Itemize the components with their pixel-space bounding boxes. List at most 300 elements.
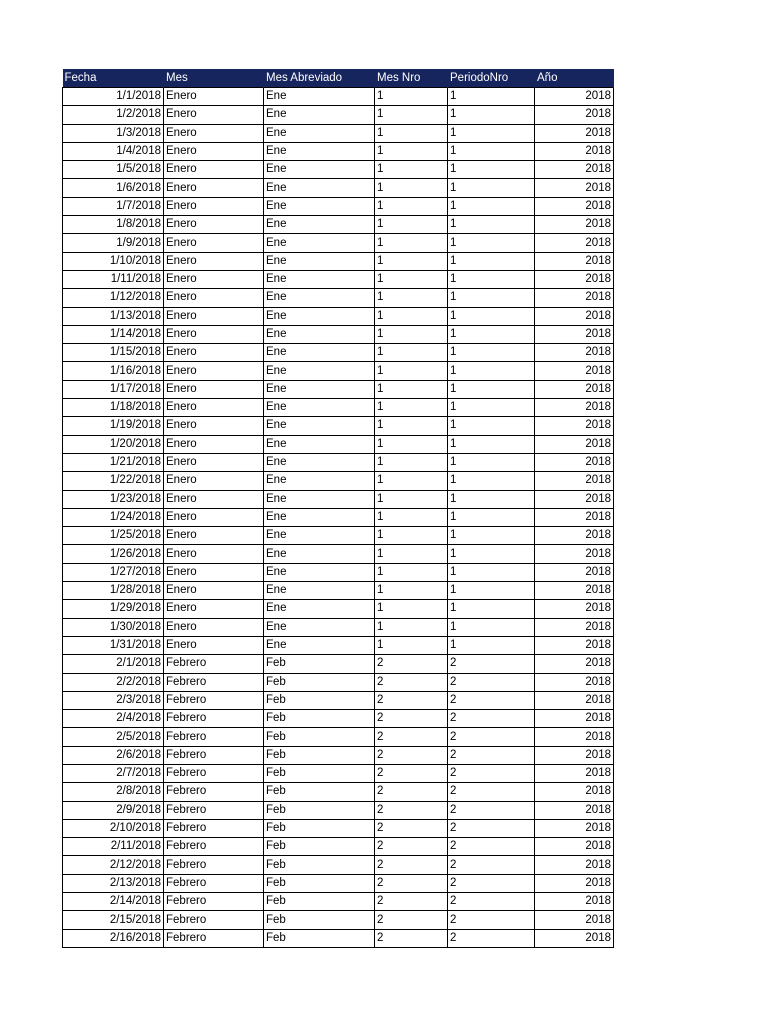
column-header-fecha[interactable]: Fecha [63,69,164,88]
periodo-nro-cell[interactable]: 2 [448,728,535,746]
table-row [63,673,614,691]
fecha-cell[interactable]: 1/17/2018 [63,380,164,398]
table-row [63,582,614,600]
table-row [63,508,614,526]
anio-cell[interactable]: 2018 [535,216,614,234]
mes-cell[interactable]: Febrero [164,874,264,892]
fecha-cell[interactable]: 1/15/2018 [63,344,164,362]
table-row [63,911,614,929]
mes-nro-cell[interactable]: 2 [375,801,448,819]
fecha-cell[interactable]: 1/4/2018 [63,142,164,160]
periodo-nro-cell[interactable]: 2 [448,673,535,691]
anio-cell[interactable]: 2018 [535,801,614,819]
mes-abreviado-cell[interactable]: Ene [264,106,375,124]
mes-cell[interactable]: Enero [164,88,264,106]
mes-nro-cell[interactable]: 2 [375,874,448,892]
fecha-cell[interactable]: 1/1/2018 [63,88,164,106]
periodo-nro-cell[interactable]: 1 [448,124,535,142]
mes-cell[interactable]: Enero [164,545,264,563]
mes-abreviado-cell[interactable]: Ene [264,344,375,362]
fecha-cell[interactable]: 1/30/2018 [63,618,164,636]
mes-cell[interactable]: Enero [164,582,264,600]
mes-cell[interactable]: Febrero [164,856,264,874]
mes-cell[interactable]: Enero [164,618,264,636]
fecha-cell[interactable]: 2/8/2018 [63,783,164,801]
mes-abreviado-cell[interactable]: Ene [264,582,375,600]
periodo-nro-cell[interactable]: 2 [448,893,535,911]
periodo-nro-cell[interactable]: 1 [448,252,535,270]
anio-cell[interactable]: 2018 [535,252,614,270]
mes-abreviado-cell[interactable]: Feb [264,874,375,892]
column-header-mes-nro[interactable]: Mes Nro [375,69,448,88]
anio-cell[interactable]: 2018 [535,746,614,764]
mes-nro-cell[interactable]: 2 [375,710,448,728]
mes-cell[interactable]: Febrero [164,893,264,911]
anio-cell[interactable]: 2018 [535,527,614,545]
anio-cell[interactable]: 2018 [535,399,614,417]
mes-cell[interactable]: Enero [164,161,264,179]
anio-cell[interactable]: 2018 [535,636,614,654]
mes-abreviado-cell[interactable]: Ene [264,289,375,307]
mes-nro-cell[interactable]: 2 [375,673,448,691]
fecha-cell[interactable]: 2/3/2018 [63,691,164,709]
mes-abreviado-cell[interactable]: Ene [264,527,375,545]
anio-cell[interactable]: 2018 [535,508,614,526]
fecha-cell[interactable]: 1/21/2018 [63,453,164,471]
anio-cell[interactable]: 2018 [535,161,614,179]
mes-abreviado-cell[interactable]: Ene [264,161,375,179]
table-row [63,600,614,618]
mes-cell[interactable]: Enero [164,325,264,343]
periodo-nro-cell[interactable]: 1 [448,142,535,160]
anio-cell[interactable]: 2018 [535,124,614,142]
periodo-nro-cell[interactable]: 1 [448,600,535,618]
anio-cell[interactable]: 2018 [535,582,614,600]
table-row [63,710,614,728]
anio-cell[interactable]: 2018 [535,472,614,490]
periodo-nro-cell[interactable]: 1 [448,161,535,179]
mes-abreviado-cell[interactable]: Ene [264,380,375,398]
mes-cell[interactable]: Enero [164,216,264,234]
periodo-nro-cell[interactable]: 1 [448,508,535,526]
fecha-cell[interactable]: 2/12/2018 [63,856,164,874]
table-row [63,216,614,234]
mes-nro-cell[interactable]: 1 [375,582,448,600]
periodo-nro-cell[interactable]: 1 [448,435,535,453]
table-row [63,819,614,837]
anio-cell[interactable]: 2018 [535,710,614,728]
mes-cell[interactable]: Febrero [164,838,264,856]
mes-abreviado-cell[interactable]: Ene [264,362,375,380]
periodo-nro-cell[interactable]: 1 [448,618,535,636]
mes-abreviado-cell[interactable]: Feb [264,893,375,911]
mes-abreviado-cell[interactable]: Ene [264,307,375,325]
anio-cell[interactable]: 2018 [535,600,614,618]
mes-nro-cell[interactable]: 2 [375,746,448,764]
mes-cell[interactable]: Enero [164,508,264,526]
mes-nro-cell[interactable]: 2 [375,764,448,782]
column-header-periodo-nro[interactable]: PeriodoNro [448,69,535,88]
fecha-cell[interactable]: 1/12/2018 [63,289,164,307]
periodo-nro-cell[interactable]: 2 [448,746,535,764]
anio-cell[interactable]: 2018 [535,362,614,380]
periodo-nro-cell[interactable]: 1 [448,106,535,124]
table-row [63,252,614,270]
mes-abreviado-cell[interactable]: Feb [264,673,375,691]
mes-nro-cell[interactable]: 1 [375,88,448,106]
periodo-nro-cell[interactable]: 1 [448,582,535,600]
mes-nro-cell[interactable]: 1 [375,527,448,545]
periodo-nro-cell[interactable]: 1 [448,472,535,490]
mes-nro-cell[interactable]: 1 [375,289,448,307]
periodo-nro-cell[interactable]: 1 [448,289,535,307]
mes-cell[interactable]: Febrero [164,691,264,709]
column-header-anio[interactable]: Año [535,69,614,88]
periodo-nro-cell[interactable]: 2 [448,764,535,782]
periodo-nro-cell[interactable]: 2 [448,856,535,874]
mes-nro-cell[interactable]: 1 [375,270,448,288]
mes-nro-cell[interactable]: 1 [375,618,448,636]
mes-abreviado-cell[interactable]: Feb [264,746,375,764]
anio-cell[interactable]: 2018 [535,289,614,307]
fecha-cell[interactable]: 1/14/2018 [63,325,164,343]
anio-cell[interactable]: 2018 [535,325,614,343]
mes-cell[interactable]: Febrero [164,655,264,673]
mes-abreviado-cell[interactable]: Ene [264,124,375,142]
periodo-nro-cell[interactable]: 2 [448,819,535,837]
periodo-nro-cell[interactable]: 1 [448,545,535,563]
mes-abreviado-cell[interactable]: Ene [264,472,375,490]
periodo-nro-cell[interactable]: 1 [448,527,535,545]
mes-abreviado-cell[interactable]: Feb [264,728,375,746]
mes-nro-cell[interactable]: 2 [375,929,448,947]
mes-abreviado-cell[interactable]: Ene [264,490,375,508]
mes-nro-cell[interactable]: 1 [375,197,448,215]
mes-cell[interactable]: Enero [164,399,264,417]
mes-cell[interactable]: Enero [164,344,264,362]
column-header-mes[interactable]: Mes [164,69,264,88]
anio-cell[interactable]: 2018 [535,142,614,160]
mes-nro-cell[interactable]: 1 [375,106,448,124]
mes-nro-cell[interactable]: 1 [375,124,448,142]
periodo-nro-cell[interactable]: 1 [448,636,535,654]
mes-nro-cell[interactable]: 1 [375,307,448,325]
mes-abreviado-cell[interactable]: Ene [264,399,375,417]
fecha-cell[interactable]: 1/29/2018 [63,600,164,618]
mes-nro-cell[interactable]: 1 [375,362,448,380]
mes-cell[interactable]: Enero [164,179,264,197]
fecha-cell[interactable]: 2/5/2018 [63,728,164,746]
periodo-nro-cell[interactable]: 1 [448,325,535,343]
mes-nro-cell[interactable]: 1 [375,161,448,179]
mes-nro-cell[interactable]: 1 [375,325,448,343]
mes-nro-cell[interactable]: 1 [375,545,448,563]
mes-abreviado-cell[interactable]: Feb [264,819,375,837]
mes-cell[interactable]: Enero [164,252,264,270]
mes-abreviado-cell[interactable]: Ene [264,545,375,563]
fecha-cell[interactable]: 1/2/2018 [63,106,164,124]
mes-nro-cell[interactable]: 2 [375,655,448,673]
mes-nro-cell[interactable]: 1 [375,142,448,160]
periodo-nro-cell[interactable]: 2 [448,710,535,728]
periodo-nro-cell[interactable]: 1 [448,270,535,288]
column-header-mes-abreviado[interactable]: Mes Abreviado [264,69,375,88]
mes-nro-cell[interactable]: 1 [375,234,448,252]
mes-cell[interactable]: Enero [164,142,264,160]
anio-cell[interactable]: 2018 [535,88,614,106]
anio-cell[interactable]: 2018 [535,563,614,581]
anio-cell[interactable]: 2018 [535,106,614,124]
periodo-nro-cell[interactable]: 1 [448,88,535,106]
anio-cell[interactable]: 2018 [535,197,614,215]
mes-cell[interactable]: Febrero [164,783,264,801]
anio-cell[interactable]: 2018 [535,655,614,673]
periodo-nro-cell[interactable]: 1 [448,307,535,325]
mes-nro-cell[interactable]: 2 [375,893,448,911]
fecha-cell[interactable]: 2/15/2018 [63,911,164,929]
fecha-cell[interactable]: 1/19/2018 [63,417,164,435]
anio-cell[interactable]: 2018 [535,453,614,471]
anio-cell[interactable]: 2018 [535,929,614,947]
fecha-cell[interactable]: 1/11/2018 [63,270,164,288]
mes-cell[interactable]: Enero [164,563,264,581]
mes-cell[interactable]: Enero [164,472,264,490]
mes-cell[interactable]: Enero [164,636,264,654]
mes-nro-cell[interactable]: 1 [375,179,448,197]
periodo-nro-cell[interactable]: 2 [448,783,535,801]
anio-cell[interactable]: 2018 [535,234,614,252]
anio-cell[interactable]: 2018 [535,417,614,435]
anio-cell[interactable]: 2018 [535,856,614,874]
mes-abreviado-cell[interactable]: Feb [264,691,375,709]
periodo-nro-cell[interactable]: 2 [448,691,535,709]
fecha-cell[interactable]: 1/7/2018 [63,197,164,215]
mes-abreviado-cell[interactable]: Ene [264,618,375,636]
mes-cell[interactable]: Enero [164,527,264,545]
fecha-cell[interactable]: 1/6/2018 [63,179,164,197]
mes-nro-cell[interactable]: 1 [375,453,448,471]
mes-cell[interactable]: Enero [164,106,264,124]
mes-nro-cell[interactable]: 2 [375,691,448,709]
mes-abreviado-cell[interactable]: Feb [264,783,375,801]
mes-abreviado-cell[interactable]: Feb [264,655,375,673]
fecha-cell[interactable]: 2/10/2018 [63,819,164,837]
mes-cell[interactable]: Febrero [164,911,264,929]
mes-nro-cell[interactable]: 1 [375,508,448,526]
mes-abreviado-cell[interactable]: Feb [264,929,375,947]
table-row [63,545,614,563]
periodo-nro-cell[interactable]: 1 [448,490,535,508]
anio-cell[interactable]: 2018 [535,618,614,636]
mes-nro-cell[interactable]: 2 [375,783,448,801]
periodo-nro-cell[interactable]: 1 [448,179,535,197]
mes-cell[interactable]: Enero [164,307,264,325]
mes-nro-cell[interactable]: 2 [375,728,448,746]
periodo-nro-cell[interactable]: 1 [448,453,535,471]
mes-abreviado-cell[interactable]: Ene [264,636,375,654]
periodo-nro-cell[interactable]: 2 [448,911,535,929]
anio-cell[interactable]: 2018 [535,545,614,563]
mes-nro-cell[interactable]: 1 [375,600,448,618]
fecha-cell[interactable]: 2/6/2018 [63,746,164,764]
mes-cell[interactable]: Enero [164,380,264,398]
mes-abreviado-cell[interactable]: Ene [264,508,375,526]
fecha-cell[interactable]: 1/13/2018 [63,307,164,325]
fecha-cell[interactable]: 1/18/2018 [63,399,164,417]
mes-abreviado-cell[interactable]: Ene [264,234,375,252]
periodo-nro-cell[interactable]: 1 [448,563,535,581]
fecha-cell[interactable]: 2/11/2018 [63,838,164,856]
fecha-cell[interactable]: 1/5/2018 [63,161,164,179]
fecha-cell[interactable]: 1/25/2018 [63,527,164,545]
mes-cell[interactable]: Febrero [164,801,264,819]
fecha-cell[interactable]: 1/23/2018 [63,490,164,508]
anio-cell[interactable]: 2018 [535,893,614,911]
fecha-cell[interactable]: 2/14/2018 [63,893,164,911]
fecha-cell[interactable]: 1/10/2018 [63,252,164,270]
fecha-cell[interactable]: 1/20/2018 [63,435,164,453]
mes-nro-cell[interactable]: 1 [375,252,448,270]
anio-cell[interactable]: 2018 [535,691,614,709]
mes-nro-cell[interactable]: 1 [375,216,448,234]
fecha-cell[interactable]: 2/13/2018 [63,874,164,892]
mes-nro-cell[interactable]: 1 [375,380,448,398]
mes-cell[interactable]: Enero [164,124,264,142]
fecha-cell[interactable]: 2/4/2018 [63,710,164,728]
mes-abreviado-cell[interactable]: Feb [264,710,375,728]
mes-abreviado-cell[interactable]: Ene [264,453,375,471]
fecha-cell[interactable]: 2/7/2018 [63,764,164,782]
mes-abreviado-cell[interactable]: Ene [264,417,375,435]
fecha-cell[interactable]: 2/9/2018 [63,801,164,819]
fecha-cell[interactable]: 1/8/2018 [63,216,164,234]
anio-cell[interactable]: 2018 [535,307,614,325]
periodo-nro-cell[interactable]: 1 [448,234,535,252]
mes-nro-cell[interactable]: 2 [375,819,448,837]
fecha-cell[interactable]: 2/16/2018 [63,929,164,947]
mes-cell[interactable]: Febrero [164,819,264,837]
fecha-cell[interactable]: 1/24/2018 [63,508,164,526]
mes-cell[interactable]: Enero [164,453,264,471]
periodo-nro-cell[interactable]: 1 [448,216,535,234]
mes-nro-cell[interactable]: 2 [375,838,448,856]
mes-cell[interactable]: Febrero [164,746,264,764]
table-row [63,106,614,124]
anio-cell[interactable]: 2018 [535,270,614,288]
mes-abreviado-cell[interactable]: Ene [264,600,375,618]
periodo-nro-cell[interactable]: 1 [448,344,535,362]
fecha-cell[interactable]: 2/2/2018 [63,673,164,691]
anio-cell[interactable]: 2018 [535,179,614,197]
periodo-nro-cell[interactable]: 2 [448,874,535,892]
mes-cell[interactable]: Febrero [164,929,264,947]
mes-cell[interactable]: Febrero [164,673,264,691]
mes-abreviado-cell[interactable]: Feb [264,801,375,819]
anio-cell[interactable]: 2018 [535,911,614,929]
mes-nro-cell[interactable]: 1 [375,399,448,417]
mes-nro-cell[interactable]: 1 [375,344,448,362]
anio-cell[interactable]: 2018 [535,819,614,837]
anio-cell[interactable]: 2018 [535,838,614,856]
mes-nro-cell[interactable]: 1 [375,472,448,490]
anio-cell[interactable]: 2018 [535,435,614,453]
mes-nro-cell[interactable]: 1 [375,636,448,654]
mes-abreviado-cell[interactable]: Feb [264,764,375,782]
mes-cell[interactable]: Enero [164,197,264,215]
mes-nro-cell[interactable]: 1 [375,490,448,508]
anio-cell[interactable]: 2018 [535,728,614,746]
mes-cell[interactable]: Enero [164,362,264,380]
mes-abreviado-cell[interactable]: Ene [264,179,375,197]
periodo-nro-cell[interactable]: 2 [448,655,535,673]
mes-abreviado-cell[interactable]: Ene [264,270,375,288]
mes-abreviado-cell[interactable]: Ene [264,216,375,234]
fecha-cell[interactable]: 1/31/2018 [63,636,164,654]
fecha-cell[interactable]: 1/26/2018 [63,545,164,563]
mes-abreviado-cell[interactable]: Feb [264,838,375,856]
periodo-nro-cell[interactable]: 1 [448,380,535,398]
anio-cell[interactable]: 2018 [535,673,614,691]
mes-abreviado-cell[interactable]: Feb [264,911,375,929]
anio-cell[interactable]: 2018 [535,380,614,398]
periodo-nro-cell[interactable]: 2 [448,801,535,819]
mes-cell[interactable]: Febrero [164,710,264,728]
mes-cell[interactable]: Enero [164,600,264,618]
mes-nro-cell[interactable]: 1 [375,563,448,581]
mes-abreviado-cell[interactable]: Ene [264,252,375,270]
periodo-nro-cell[interactable]: 1 [448,362,535,380]
mes-cell[interactable]: Enero [164,417,264,435]
mes-cell[interactable]: Enero [164,490,264,508]
anio-cell[interactable]: 2018 [535,874,614,892]
mes-abreviado-cell[interactable]: Ene [264,142,375,160]
periodo-nro-cell[interactable]: 2 [448,929,535,947]
fecha-cell[interactable]: 1/22/2018 [63,472,164,490]
fecha-cell[interactable]: 1/27/2018 [63,563,164,581]
mes-abreviado-cell[interactable]: Ene [264,197,375,215]
mes-cell[interactable]: Enero [164,234,264,252]
fecha-cell[interactable]: 1/16/2018 [63,362,164,380]
anio-cell[interactable]: 2018 [535,764,614,782]
anio-cell[interactable]: 2018 [535,783,614,801]
mes-cell[interactable]: Febrero [164,728,264,746]
mes-abreviado-cell[interactable]: Ene [264,563,375,581]
mes-nro-cell[interactable]: 2 [375,911,448,929]
mes-cell[interactable]: Enero [164,435,264,453]
mes-abreviado-cell[interactable]: Ene [264,325,375,343]
mes-cell[interactable]: Enero [164,289,264,307]
periodo-nro-cell[interactable]: 1 [448,399,535,417]
fecha-cell[interactable]: 1/28/2018 [63,582,164,600]
periodo-nro-cell[interactable]: 2 [448,838,535,856]
fecha-cell[interactable]: 1/9/2018 [63,234,164,252]
table-row [63,838,614,856]
anio-cell[interactable]: 2018 [535,344,614,362]
periodo-nro-cell[interactable]: 1 [448,417,535,435]
mes-abreviado-cell[interactable]: Ene [264,435,375,453]
fecha-cell[interactable]: 2/1/2018 [63,655,164,673]
mes-abreviado-cell[interactable]: Feb [264,856,375,874]
anio-cell[interactable]: 2018 [535,490,614,508]
mes-nro-cell[interactable]: 1 [375,435,448,453]
mes-nro-cell[interactable]: 1 [375,417,448,435]
mes-cell[interactable]: Febrero [164,764,264,782]
mes-nro-cell[interactable]: 2 [375,856,448,874]
mes-abreviado-cell[interactable]: Ene [264,88,375,106]
mes-cell[interactable]: Enero [164,270,264,288]
fecha-cell[interactable]: 1/3/2018 [63,124,164,142]
periodo-nro-cell[interactable]: 1 [448,197,535,215]
